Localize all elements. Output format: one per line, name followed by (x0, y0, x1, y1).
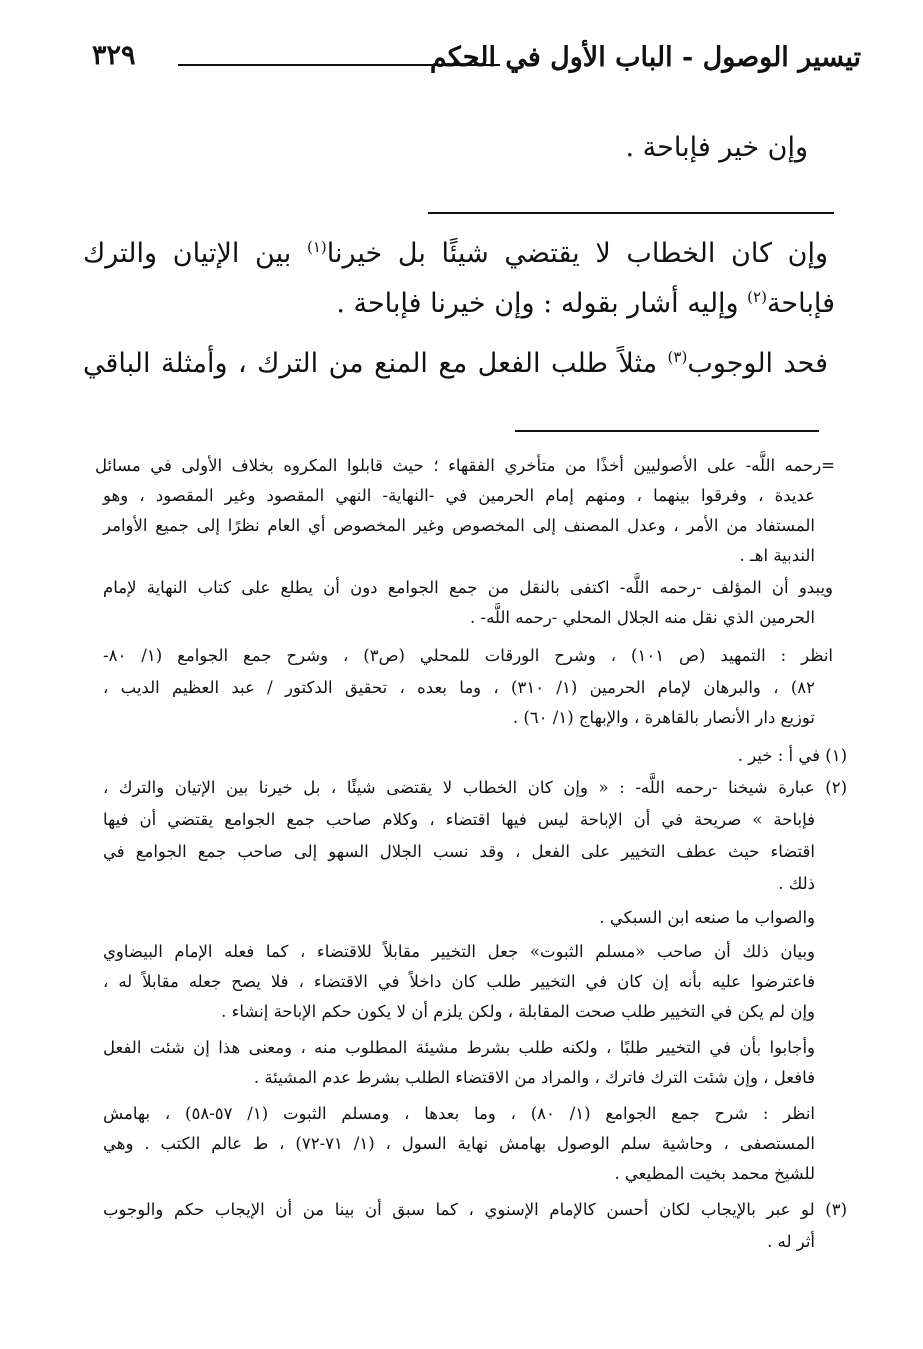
main-text-segment: بين الإتيان والترك (83, 238, 307, 269)
footnote-line: وإن لم يكن في التخيير طلب صحت المقابلة ، ولكن يلزم أن لا يكون حكم الإباحة إنشاء . (221, 1002, 815, 1021)
footnote-line: أثر له . (767, 1232, 815, 1251)
footnote-line: (٣) لو عبر بالإيجاب لكان أحسن كالإمام الإسنوي ، كما سبق أن بينا من أن الإيجاب حكم والوجوب (103, 1200, 847, 1219)
header-rule (178, 64, 500, 66)
main-text-segment: وإليه أشار بقوله : وإن خيرنا فإباحة . (336, 288, 748, 319)
footnote-line: ويبدو أن المؤلف -رحمه اللَّه- اكتفى بالنقل من جمع الجوامع دون أن يطلع على كتاب النهاية لإمام (103, 578, 833, 597)
footnote-line: المستفاد من الأمر ، وعدل المصنف إلى المخصوص وغير المخصوص أي العام نظرًا إلى جميع الأوامر (103, 516, 815, 535)
main-text-segment: فإباحة (766, 288, 835, 319)
footnote-line: انظر : شرح جمع الجوامع (١/ ٨٠) ، وما بعدها ، ومسلم الثبوت (١/ ٥٧-٥٨) ، بهامش (103, 1104, 815, 1123)
footnote-ref-1: (١) (306, 238, 327, 256)
footnote-ref-3: (٣) (667, 348, 688, 366)
footnote-separator-rule (515, 430, 819, 432)
footnote-line: انظر : التمهيد (ص ١٠١) ، وشرح الورقات للمحلي (ص٣) ، وشرح جمع الجوامع (١/ ٨٠- (103, 646, 833, 665)
footnote-line: توزيع دار الأنصار بالقاهرة ، والإبهاج (١/ ٦٠) . (512, 708, 815, 727)
footnote-line: ٨٢) ، والبرهان لإمام الحرمين (١/ ٣١٠) ، وما بعده ، تحقيق الدكتور / عبد العظيم الديب ، (103, 678, 815, 697)
footnote-line: الندبية اهـ . (739, 546, 815, 565)
section-separator-rule (428, 212, 834, 214)
footnote-line: الحرمين الذي نقل منه الجلال المحلي -رحمه اللَّه- . (470, 608, 815, 627)
footnote-line: فاعترضوا عليه بأنه إن كان في التخيير طلب كان داخلاً في الاقتضاء ، فلا يصح جعله مقابلاً له ، (103, 972, 815, 991)
footnote-line: وأجابوا بأن في التخيير طلبًا ، ولكنه طلب بشرط مشيئة المطلوب منه ، ومعنى هذا إن شئت الفعل (103, 1038, 815, 1057)
main-text-line-2 (83, 238, 828, 269)
footnote-line: =رحمه اللَّه- على الأصوليين أخذًا من متأخري الفقهاء ؛ حيث قابلوا المكروه بخلاف الأولى في مسائل (95, 456, 835, 475)
main-text-line-4 (83, 348, 828, 379)
footnote-ref-2: (٢) (747, 288, 767, 306)
footnote-line: عديدة ، وفرقوا بينهما ، ومنهم إمام الحرمين في -النهاية- النهي المقصود وغير المقصود ، وهو (103, 486, 815, 505)
footnote-line: المستصفى ، وحاشية سلم الوصول بهامش نهاية السول ، (١/ ٧١-٧٢) ، ط عالم الكتب . وهي (103, 1134, 815, 1153)
footnote-line: وبيان ذلك أن صاحب «مسلم الثبوت» جعل التخيير مقابلاً للاقتضاء ، كما فعله الإمام البيضاوي (103, 942, 815, 961)
main-text-segment: فحد الوجوب (687, 348, 829, 379)
footnote-line: للشيخ محمد بخيت المطيعي . (614, 1164, 815, 1183)
footnote-line: والصواب ما صنعه ابن السبكي . (599, 908, 815, 927)
running-header-title: تيسير الوصول - الباب الأول في الحكم (429, 42, 861, 73)
footnote-line: اقتضاء حيث عطف التخيير على الفعل ، وقد نسب الجلال السهو إلى صاحب جمع الجوامع في (103, 842, 815, 861)
main-text-line-3 (336, 288, 835, 319)
page-number: ٣٢٩ (92, 40, 136, 71)
main-text-segment: مثلاً طلب الفعل مع المنع من الترك ، وأمثلة الباقي (83, 348, 668, 379)
footnote-line: (١) في أ : خير . (737, 746, 847, 765)
footnote-line: فإباحة » صريحة في أن الإباحة ليس فيها اقتضاء ، وكلام صاحب جمع الجوامع يقتضي أن فيها (103, 810, 815, 829)
footnote-line: فافعل ، وإن شئت الترك فاترك ، والمراد من الاقتضاء الطلب بشرط عدم المشيئة . (253, 1068, 815, 1087)
footnote-line: (٢) عبارة شيخنا -رحمه اللَّه- : « وإن كان الخطاب لا يقتضى شيئًا ، بل خيرنا بين الإتيان والترك ، (103, 778, 847, 797)
main-text-line-1: وإن خير فإباحة . (625, 132, 808, 163)
footnote-line: ذلك . (778, 874, 815, 893)
main-text-segment: وإن كان الخطاب لا يقتضي شيئًا بل خيرنا (326, 238, 828, 269)
